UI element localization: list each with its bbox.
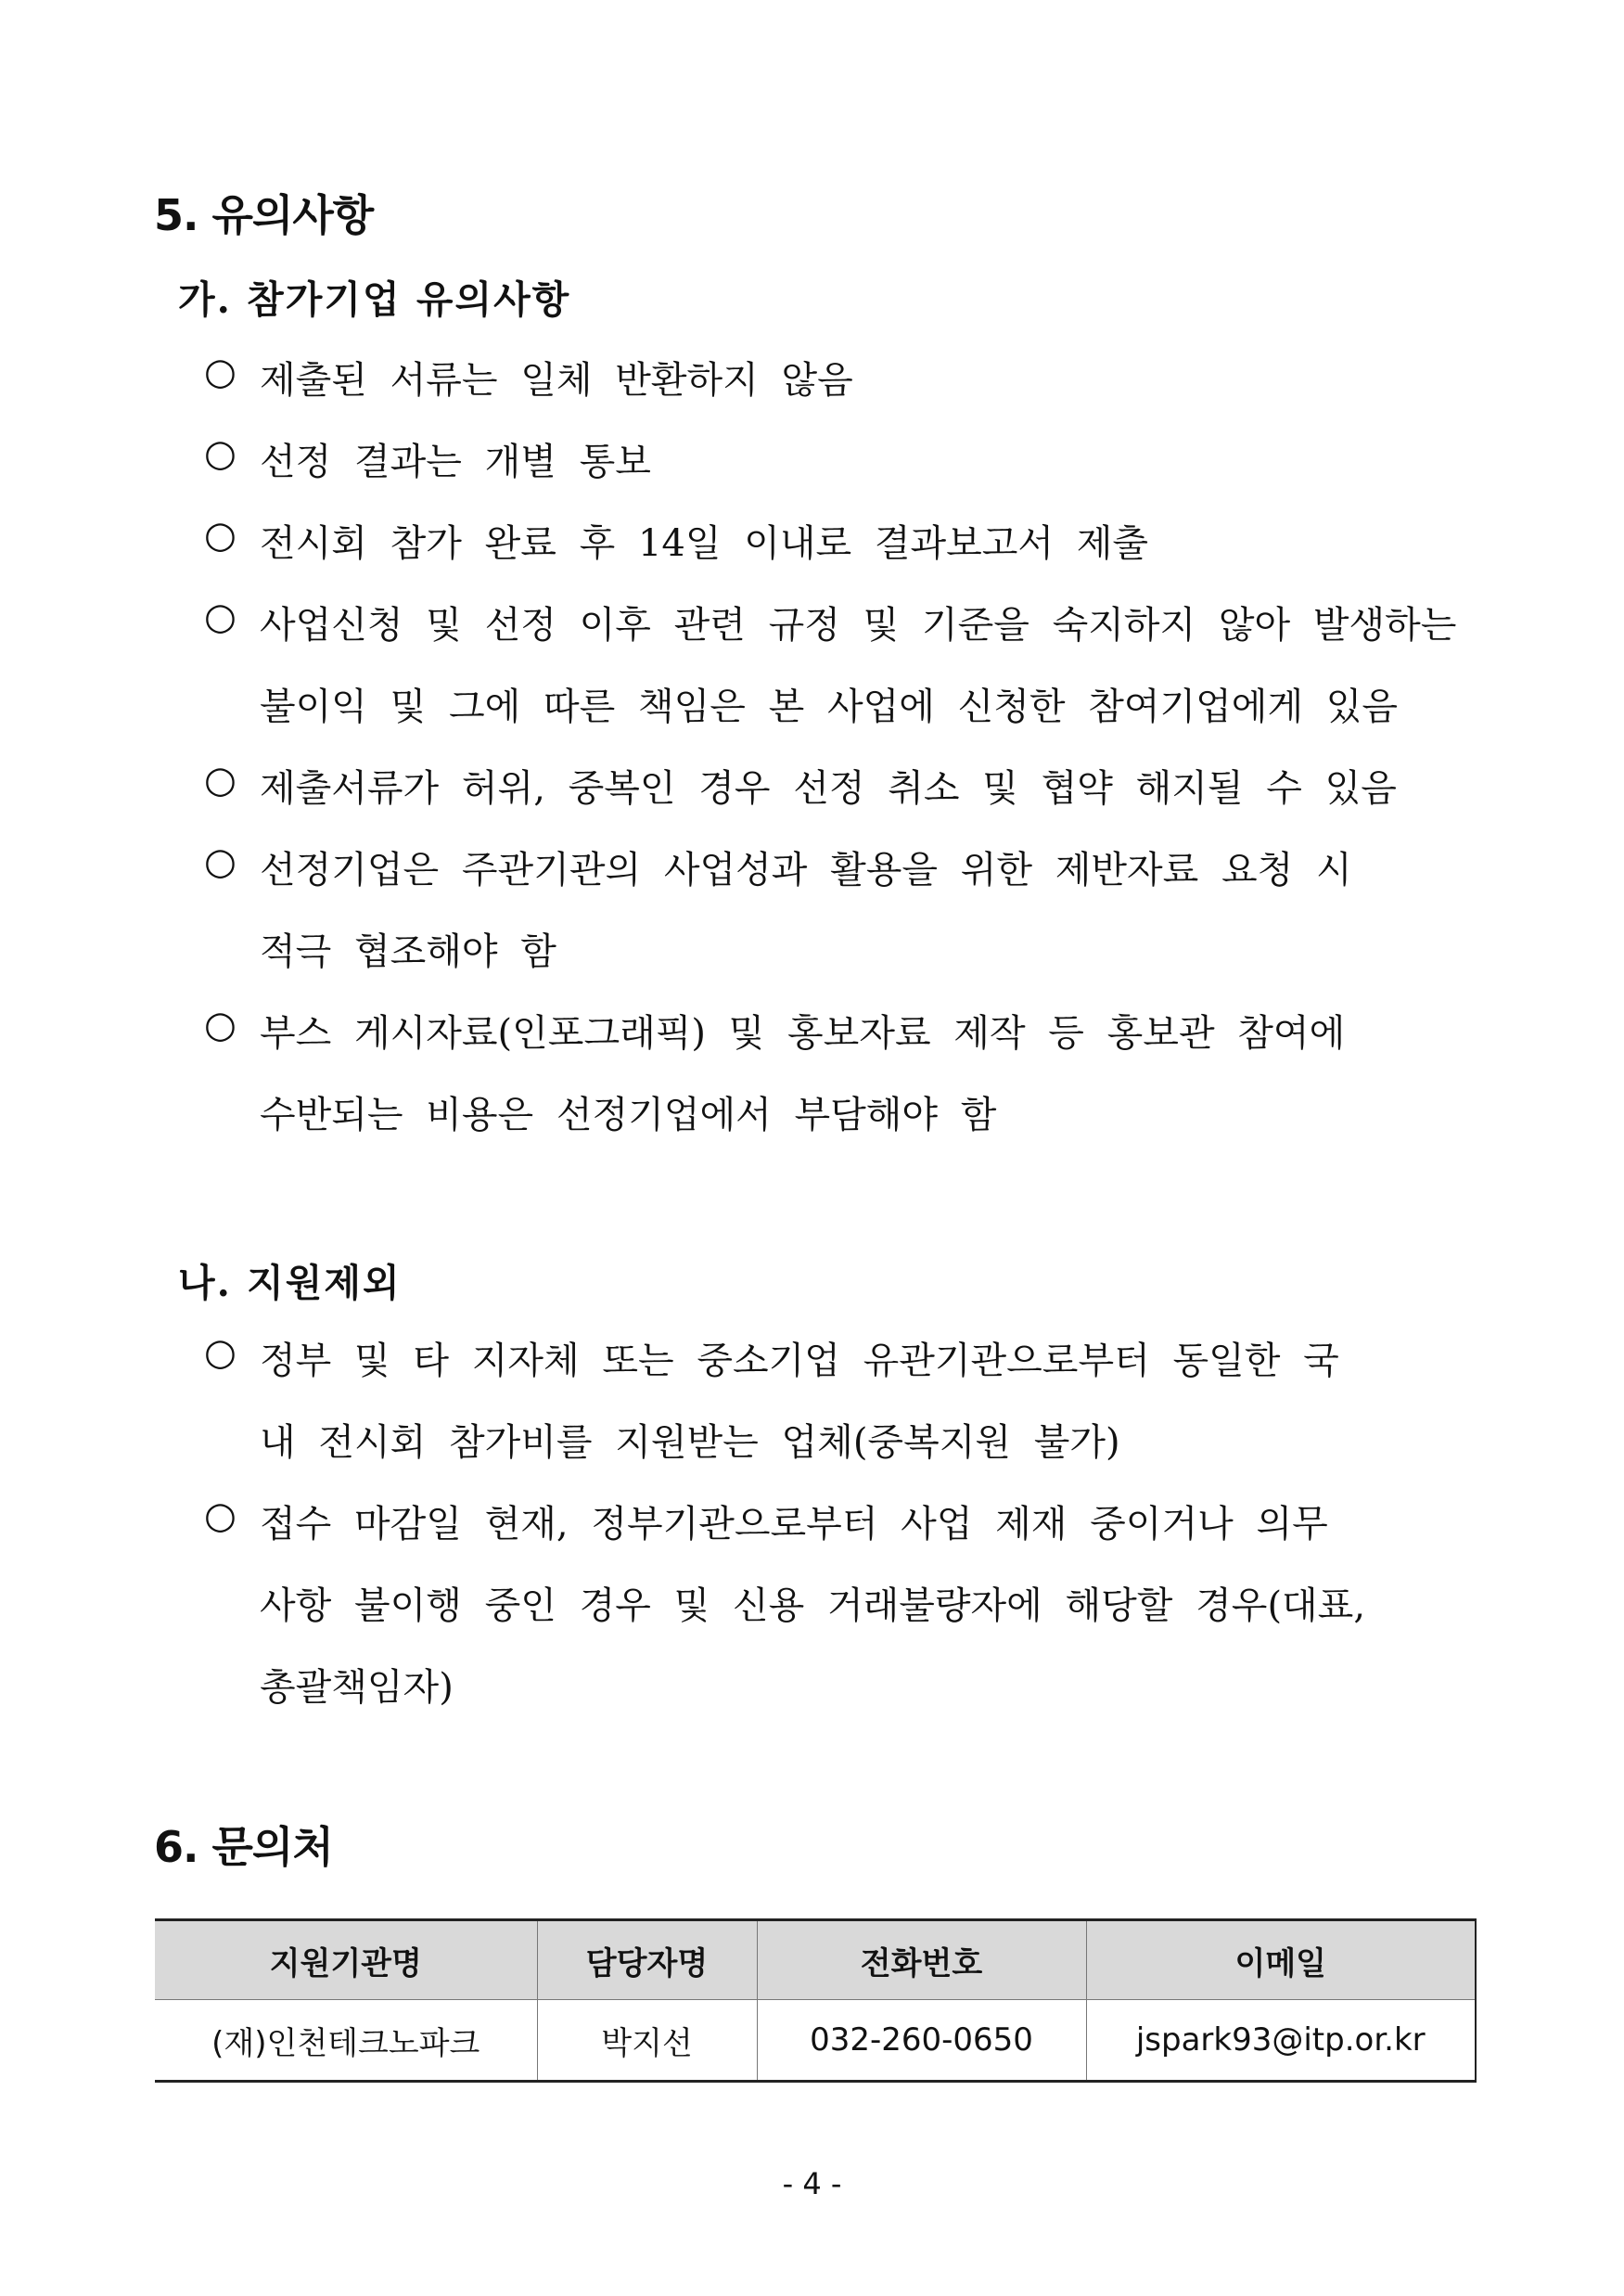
bullet-icon: ○: [204, 1494, 237, 1537]
bullet-icon: ○: [204, 840, 237, 883]
item-text: 적극 협조해야 함: [260, 930, 556, 973]
item-text: 총괄책임자): [260, 1666, 454, 1709]
bullet-icon: ○: [204, 1331, 237, 1374]
cell-agency: (재)인천테크노파크: [155, 2000, 537, 2082]
item-text: 사항 불이행 중인 경우 및 신용 거래불량자에 해당할 경우(대표,: [260, 1584, 1366, 1627]
header-email: 이메일: [1086, 1920, 1476, 2000]
page-number: - 4 -: [782, 2166, 842, 2201]
bullet-icon: ○: [204, 351, 237, 393]
bullet-icon: ○: [204, 1004, 237, 1046]
cell-phone: 032-260-0650: [757, 2000, 1086, 2082]
header-manager: 담당자명: [537, 1920, 757, 2000]
item-text: 제출서류가 허위, 중복인 경우 선정 취소 및 협약 해지될 수 있음: [260, 767, 1397, 810]
item-text: 제출된 서류는 일체 반환하지 않음: [260, 359, 853, 402]
bullet-icon: ○: [204, 759, 237, 802]
item-text: 접수 마감일 현재, 정부기관으로부터 사업 제재 중이거나 의무: [260, 1503, 1328, 1546]
item-text: 부스 게시자료(인포그래픽) 및 홍보자료 제작 등 홍보관 참여에: [260, 1012, 1346, 1055]
item-text: 사업신청 및 선정 이후 관련 규정 및 기준을 숙지하지 않아 발생하는: [260, 604, 1457, 647]
section6-title: 6. 문의처: [154, 1822, 333, 1872]
item-text: 선정기업은 주관기관의 사업성과 활용을 위한 제반자료 요청 시: [260, 849, 1352, 891]
item-text: 내 전시회 참가비를 지원받는 업체(중복지원 불가): [260, 1421, 1120, 1464]
subsection-b-title: 나. 지원제외: [178, 1261, 402, 1305]
table-header-row: [155, 1920, 1476, 2000]
item-text: 전시회 참가 완료 후 14일 이내로 결과보고서 제출: [260, 522, 1149, 565]
cell-email: jspark93@itp.or.kr: [1086, 2000, 1476, 2082]
header-agency: 지원기관명: [155, 1920, 537, 2000]
item-text: 불이익 및 그에 따른 책임은 본 사업에 신청한 참여기업에게 있음: [260, 686, 1399, 728]
header-phone: 전화번호: [757, 1920, 1086, 2000]
bullet-icon: ○: [204, 432, 237, 475]
subsection-a-title: 가. 참가기업 유의사항: [178, 277, 571, 322]
cell-manager: 박지선: [537, 2000, 757, 2082]
item-text: 선정 결과는 개별 통보: [260, 441, 651, 483]
item-text: 수반되는 비용은 선정기업에서 부담해야 함: [260, 1094, 997, 1136]
contact-table: [155, 1918, 1477, 2083]
section5-title: 5. 유의사항: [154, 190, 374, 240]
bullet-icon: ○: [204, 596, 237, 638]
table-row: [155, 2000, 1476, 2082]
bullet-icon: ○: [204, 514, 237, 557]
item-text: 정부 및 타 지자체 또는 중소기업 유관기관으로부터 동일한 국: [260, 1340, 1339, 1382]
